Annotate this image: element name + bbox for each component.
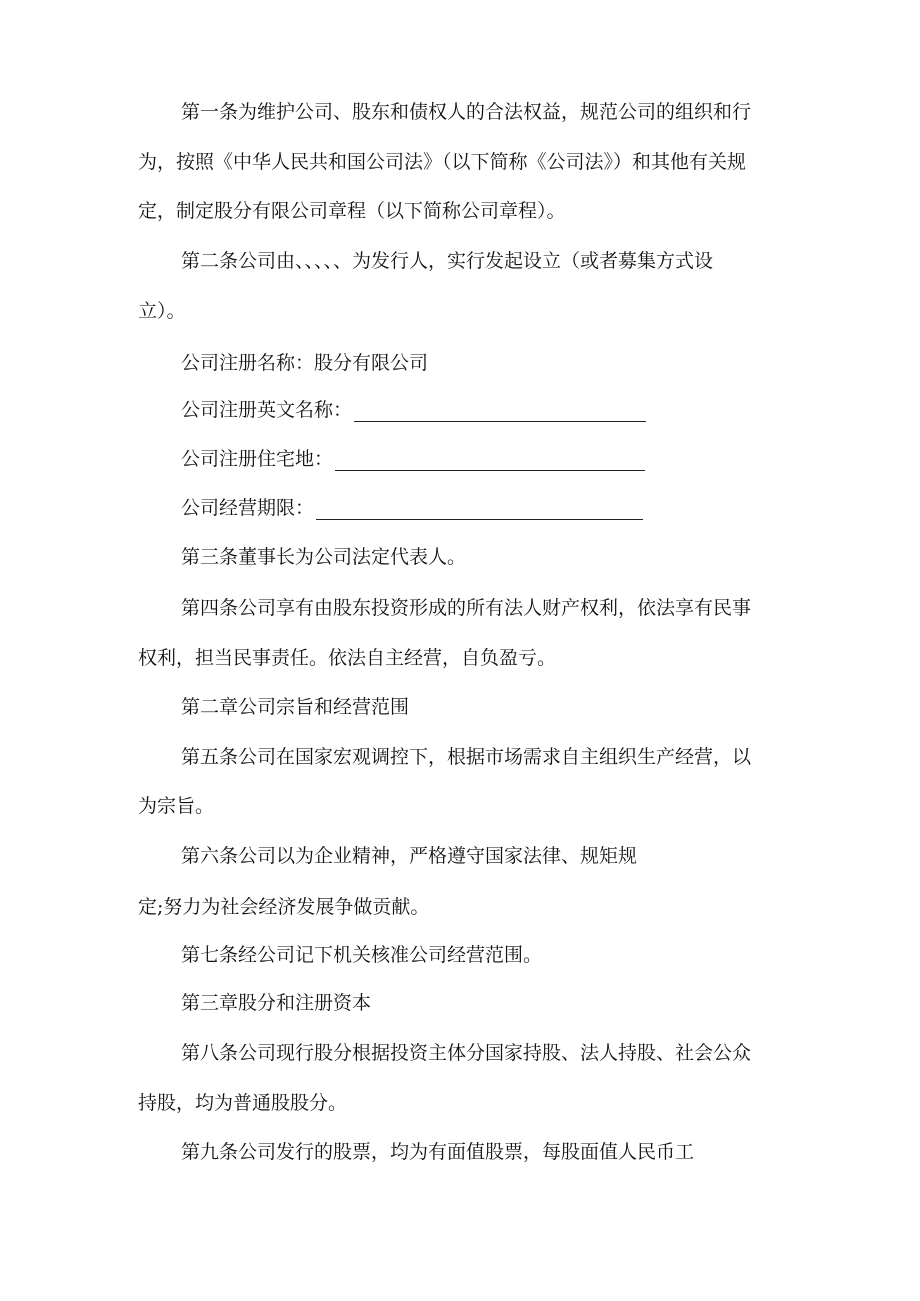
chapter-3-heading: 第三章股分和注册资本 <box>181 992 372 1014</box>
english-name-label: 公司注册英文名称： <box>181 399 353 421</box>
article-8-line-1: 第八条公司现行股分根据投资主体分国家持股、法人持股、社会公众 <box>181 1042 752 1064</box>
address-field <box>181 447 645 471</box>
address-label: 公司注册住宅地： <box>181 448 334 470</box>
article-8-line-2: 持股，均为普通股股分。 <box>138 1092 348 1114</box>
article-1-line-2: 为，按照《中华人民共和国公司法》（以下简称《公司法》）和其他有关规 <box>138 151 747 173</box>
address-blank <box>335 452 645 471</box>
english-name-blank <box>354 403 646 422</box>
registered-name-line: 公司注册名称：股分有限公司 <box>181 352 429 374</box>
article-3-line: 第三条董事长为公司法定代表人。 <box>181 546 467 568</box>
article-6-line-2: 定;努力为社会经济发展争做贡献。 <box>138 896 430 918</box>
article-1-line-1: 第一条为维护公司、股东和债权人的合法权益，规范公司的组织和行 <box>181 101 752 123</box>
english-name-field <box>181 398 646 422</box>
article-2-line-1: 第二条公司由、、、、、为发行人，实行发起设立（或者募集方式设 <box>181 250 714 272</box>
article-4-line-1: 第四条公司享有由股东投资形成的所有法人财产权利，依法享有民事 <box>181 597 752 619</box>
article-1-line-3: 定，制定股分有限公司章程（以下简称公司章程）。 <box>138 200 566 222</box>
term-blank <box>316 501 643 520</box>
article-6-line-1: 第六条公司以为企业精神，严格遵守国家法律、规矩规 <box>181 845 638 867</box>
article-9-line-1: 第九条公司发行的股票，均为有面值股票，每股面值人民币工 <box>181 1141 695 1163</box>
article-2-line-2: 立）。 <box>138 300 186 322</box>
article-7-line: 第七条经公司记下机关核准公司经营范围。 <box>181 944 543 966</box>
chapter-2-heading: 第二章公司宗旨和经营范围 <box>181 696 410 718</box>
term-field <box>181 496 643 520</box>
article-5-line-1: 第五条公司在国家宏观调控下，根据市场需求自主组织生产经营，以 <box>181 746 752 768</box>
term-label: 公司经营期限： <box>181 497 315 519</box>
article-4-line-2: 权利，担当民事责任。依法自主经营，自负盈亏。 <box>138 647 557 669</box>
article-5-line-2: 为宗旨。 <box>138 795 215 817</box>
